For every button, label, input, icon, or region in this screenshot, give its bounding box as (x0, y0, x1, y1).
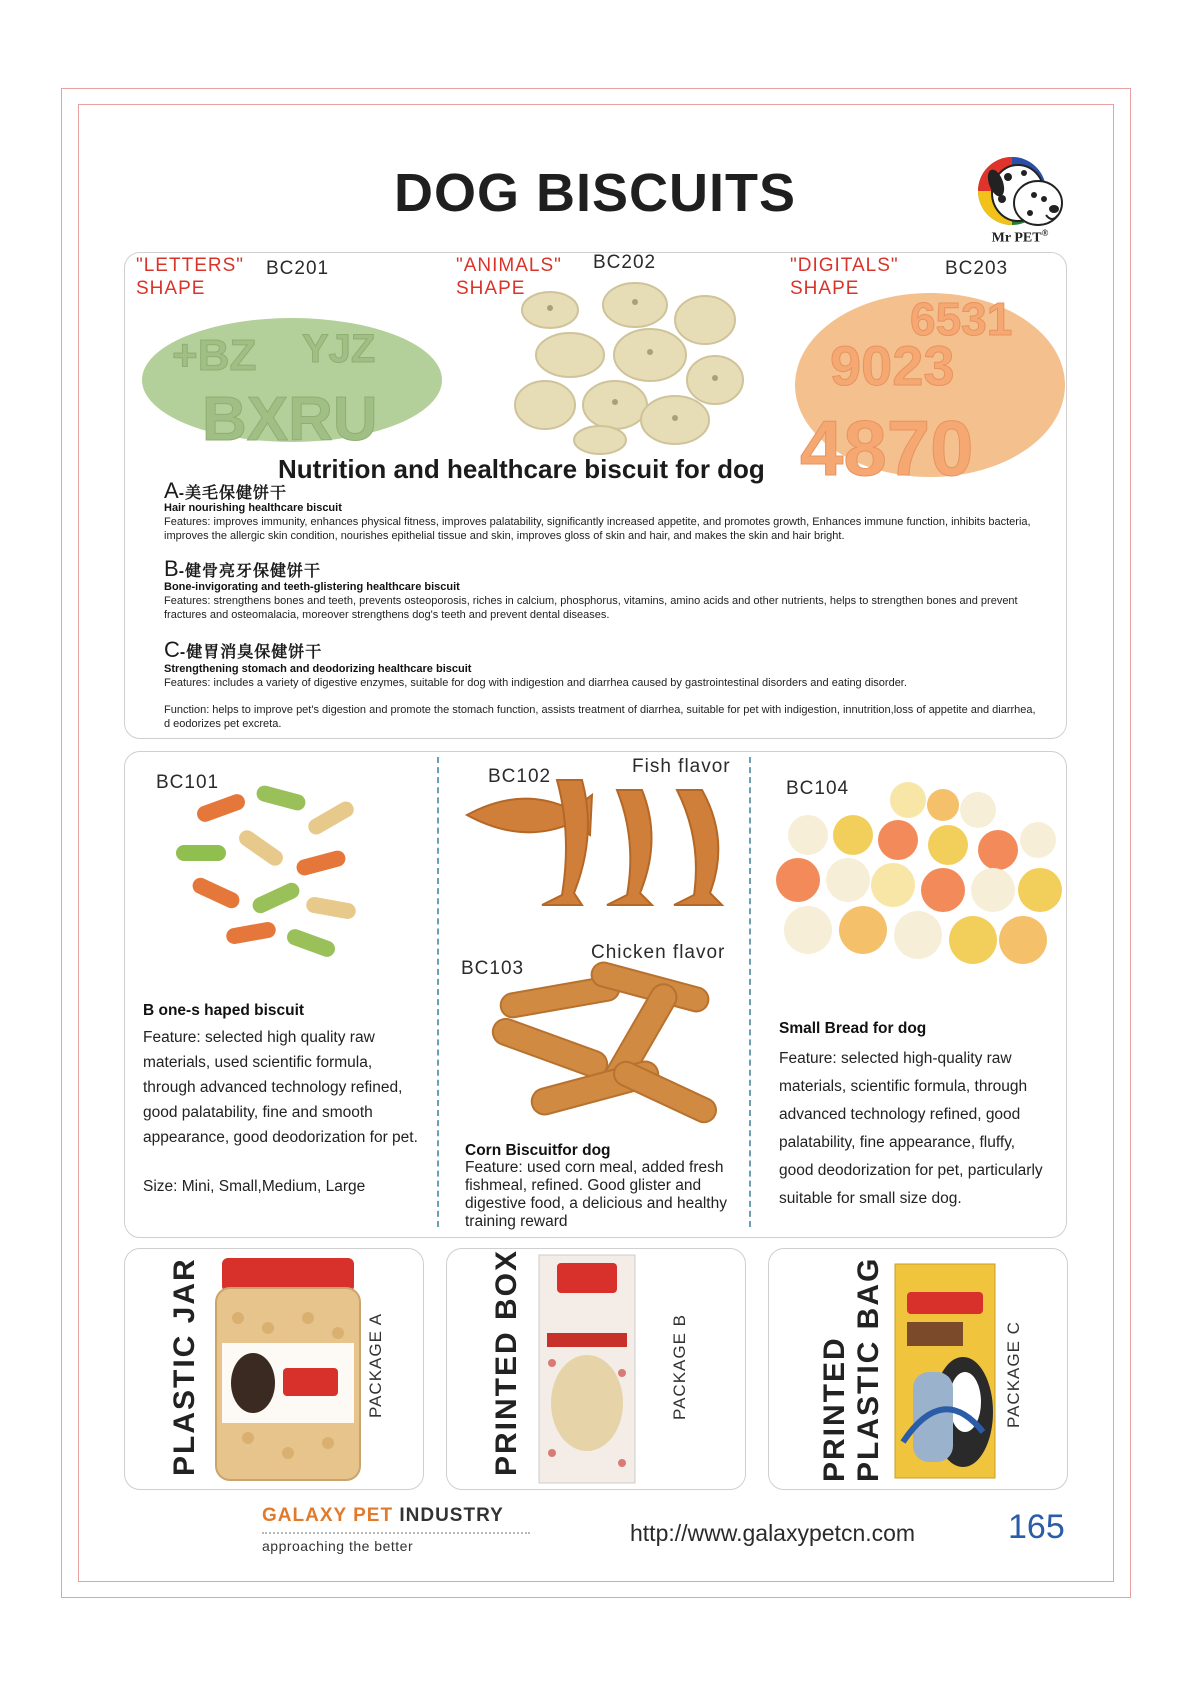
bc101-description: Feature: selected high quality raw materials, used scientific formula, through advanced technology refined, good palatability, fine and smooth appearance, good deodorization for pet. (143, 1029, 418, 1146)
logo-text: Mr PET® (991, 228, 1049, 246)
svg-text:4870: 4870 (800, 404, 974, 485)
bc101-title: B one-s haped biscuit (143, 1002, 305, 1019)
bc203-shape-label: "DIGITALS" SHAPE (790, 255, 899, 299)
bc103-title: Corn Biscuitfor dog (465, 1142, 611, 1159)
bc104-description: Feature: selected high-quality raw materials, scientific formula, through advanced technology refined, good palatability, fine appearance, fluffy, good deodorization for pet, particularly suitable for small size dog. (779, 1050, 1043, 1207)
page-number: 165 (1008, 1508, 1065, 1546)
bc101-size: Size: Mini, Small,Medium, Large (143, 1178, 366, 1195)
footer-brand: GALAXY PET INDUSTRY (262, 1505, 504, 1526)
package-b-label: PACKAGE B (670, 1314, 689, 1420)
svg-text:6531: 6531 (910, 293, 1013, 345)
section-subhead: Nutrition and healthcare biscuit for dog (278, 454, 765, 484)
package-a-label: PACKAGE A (366, 1312, 385, 1418)
footer-dotted-rule (262, 1532, 530, 1534)
small-bread-image (768, 780, 1068, 970)
plastic-jar-image (208, 1258, 368, 1483)
svg-text:+BZ: +BZ (172, 331, 257, 380)
category-b-features: Features: strengthens bones and teeth, prevents osteoporosis, riches in calcium, phosphorus, vitamins, amino acids and other nutrients, helps to strengthen bones and prevent fractures and osteomalacia, moreover strengthens dog's teeth and prevent dental diseases. (164, 595, 1018, 621)
category-c-features: Features: includes a variety of digestive enzymes, suitable for dog with indigestion and diarrhea caused by gastrointestinal disorders and eating disorder. (164, 677, 907, 689)
package-c-label: PACKAGE C (1004, 1321, 1023, 1428)
category-a-heading: A-美毛保健饼干 (164, 478, 288, 503)
bc203-code: BC203 (945, 258, 1009, 279)
bc103-code: BC103 (461, 958, 525, 979)
fish-biscuits-image (462, 765, 742, 910)
digitals-biscuits-image (790, 275, 1070, 485)
bc104-code: BC104 (786, 778, 850, 799)
printed-box-image (537, 1253, 637, 1485)
animals-biscuits-image (510, 280, 750, 455)
svg-text:YJZ: YJZ (302, 327, 376, 371)
bc101-code: BC101 (156, 772, 220, 793)
category-c-heading: C-健胃消臭保健饼干 (164, 637, 323, 662)
bc102-flavor: Fish flavor (632, 756, 731, 777)
svg-text:BXRU: BXRU (202, 385, 378, 452)
category-a-name: Hair nourishing healthcare biscuit (164, 502, 342, 514)
package-c-type-line2: PLASTIC BAG (852, 1256, 885, 1482)
package-b-type: PRINTED BOX (490, 1248, 523, 1476)
bc104-title: Small Bread for dog (779, 1020, 927, 1037)
letters-biscuits-image (132, 292, 452, 452)
printed-plastic-bag-image (893, 1262, 997, 1480)
svg-text:9023: 9023 (830, 334, 955, 397)
bc103-description: Feature: used corn meal, added fresh fishmeal, refined. Good glister and digestive food, a delicious and healthy training reward (465, 1159, 727, 1230)
bc102-code: BC102 (488, 766, 552, 787)
package-a-type: PLASTIC JAR (168, 1257, 201, 1476)
page-title: DOG BISCUITS (393, 163, 797, 223)
bc201-shape-label: "LETTERS" SHAPE (136, 255, 245, 299)
column-divider-right (749, 757, 751, 1227)
bc202-shape-label: "ANIMALS" SHAPE (456, 255, 562, 299)
chicken-bone-biscuits-image (470, 955, 740, 1135)
bc201-code: BC201 (266, 258, 330, 279)
bone-biscuits-image (166, 770, 386, 960)
category-a-features: Features: improves immunity, enhances physical fitness, improves palatability, significantly increased appetite, and promotes growth, Enhances immune function, inhibits bacteria, improves the allergic skin condition, nourishes epithelial tissue and skin, improves gloss of skin and hair, and makes the skin and hair bright. (164, 516, 1031, 542)
function-text: Function: helps to improve pet's digestion and promote the stomach function, assists treatment of diarrhea, suitable for pet with indigestion, innutrition,loss of appetite and diarrhea, d eodorizes pet excreta. (164, 704, 1036, 730)
bc202-code: BC202 (593, 252, 657, 273)
column-divider-left (437, 757, 439, 1227)
category-b-heading: B-健骨亮牙保健饼干 (164, 556, 322, 581)
category-b-name: Bone-invigorating and teeth-glistering healthcare biscuit (164, 581, 460, 593)
footer-tagline: approaching the better (262, 1538, 414, 1554)
bc103-flavor: Chicken flavor (591, 942, 726, 963)
package-c-type-line1: PRINTED (818, 1336, 851, 1482)
footer-url[interactable]: http://www.galaxypetcn.com (630, 1520, 916, 1546)
category-c-name: Strengthening stomach and deodorizing healthcare biscuit (164, 663, 472, 675)
